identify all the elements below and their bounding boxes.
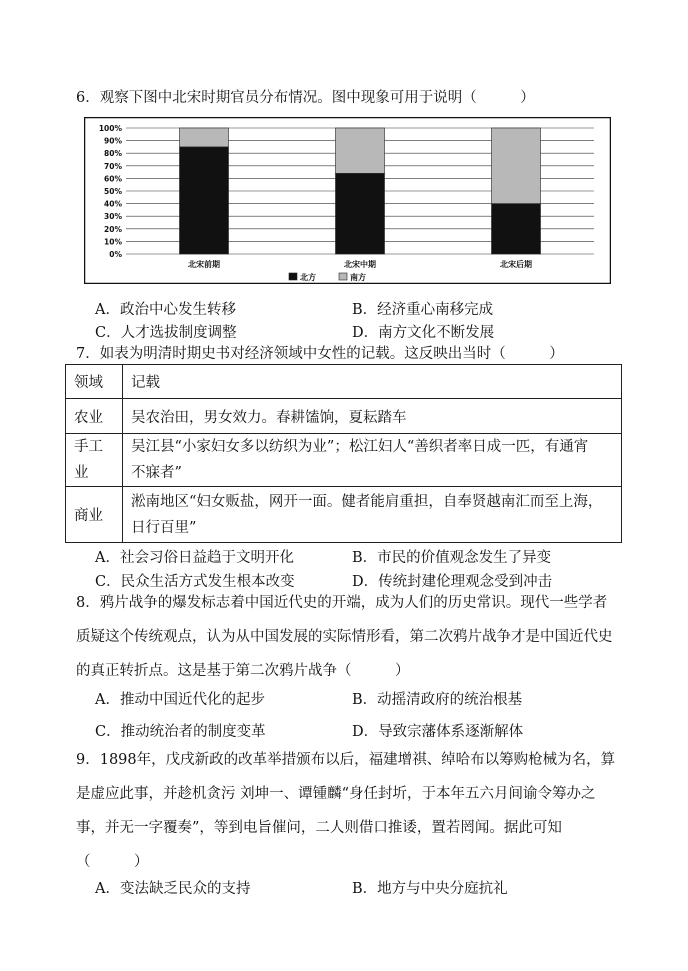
y-tick-label: 70% (104, 161, 122, 171)
q8-option-a[interactable]: A．推动中国近代化的起步 (95, 692, 265, 708)
bar-north (180, 147, 229, 254)
y-tick-label: 60% (104, 174, 122, 184)
q7-option-d[interactable]: D．传统封建伦理观念受到冲击 (352, 574, 553, 590)
table-header-row (66, 365, 622, 399)
bar-north (492, 204, 541, 254)
y-tick-label: 10% (104, 237, 122, 247)
q7-option-c[interactable]: C．民众生活方式发生根本改变 (95, 574, 295, 590)
row-record-handicraft: 吴江县“小家妇女多以纺织为业”；松江妇人“善织者率日成一匹，有通宵 不寐者” (123, 434, 622, 487)
y-tick-label: 30% (104, 212, 122, 222)
q9-option-b[interactable]: B．地方与中央分庭抗礼 (352, 881, 508, 897)
y-tick-label: 0% (109, 250, 122, 259)
y-tick-label: 80% (104, 149, 122, 159)
x-tick-label: 北宋前期 (188, 259, 220, 269)
bar-south (180, 128, 229, 147)
y-tick-label: 90% (104, 136, 122, 146)
q6-stem: 6．观察下图中北宋时期官员分布情况。图中现象可用于说明（ ） (76, 90, 535, 106)
q8-option-d[interactable]: D．导致宗藩体系逐渐解体 (352, 724, 524, 740)
q8-option-c[interactable]: C．推动统治者的制度变革 (95, 724, 266, 740)
y-tick-label: 40% (104, 199, 122, 209)
legend-swatch (339, 273, 347, 280)
table-row (66, 434, 622, 487)
q8-stem: 8．鸦片战争的爆发标志着中国近代史的开端，成为人们的历史常识。现代一些学者 质疑这个传统观点，认为从中国发展的实际情形看，第二次鸦片战争才是中国近代史 的真正转折点。这是基于第二次鸦片战争（ ） (76, 595, 613, 679)
q9-option-a[interactable]: A．变法缺乏民众的支持 (95, 881, 251, 897)
bar-south (336, 128, 385, 173)
y-tick-label: 100% (98, 124, 122, 133)
x-tick-label: 北宋中期 (344, 259, 376, 269)
q7-stem: 7．如表为明清时期史书对经济领域中女性的记载。这反映出当时（ ） (76, 346, 564, 362)
header-field: 领域 (66, 365, 123, 399)
table-row (66, 487, 622, 543)
bar-south (492, 128, 541, 204)
row-field-handicraft: 手工 业 (66, 434, 123, 487)
header-record: 记载 (123, 365, 622, 399)
y-tick-label: 50% (104, 187, 122, 196)
officials-distribution-chart (84, 117, 611, 284)
row-record-agriculture: 吴农治田，男女效力。春耕馌饷，夏耘踏车 (123, 399, 622, 434)
table-row (66, 399, 622, 434)
row-field-agriculture: 农业 (66, 399, 123, 434)
q7-record-table (65, 364, 622, 543)
x-tick-label: 北宋后期 (500, 259, 532, 269)
q6-option-b[interactable]: B．经济重心南移完成 (352, 302, 494, 318)
q6-option-d[interactable]: D．南方文化不断发展 (352, 325, 495, 341)
q6-option-c[interactable]: C．人才选拔制度调整 (95, 325, 237, 341)
y-tick-label: 20% (104, 224, 122, 234)
bar-north (336, 173, 385, 254)
legend-swatch (289, 273, 297, 280)
row-record-commerce: 淞南地区“妇女贩盐，网开一面。健者能肩重担，自奉贤越南汇而至上海， 日行百里” (123, 487, 622, 543)
q7-option-a[interactable]: A．社会习俗日益趋于文明开化 (95, 550, 294, 566)
legend-label: 北方 (300, 272, 316, 282)
q9-stem: 9．1898年，戊戌新政的改革举措颁布以后，福建增祺、绰哈布以筹购枪械为名，算 是虚应此事，并趁机贪污 刘坤一、谭锺麟“身任封圻，于本年五六月间谕令筹办之 事，并无一字覆奏”，等到电旨催问，二人则借口推诿，置若罔闻。据此可知 （ ） (76, 752, 616, 870)
q7-option-b[interactable]: B．市民的价值观念发生了异变 (352, 550, 552, 566)
row-field-commerce: 商业 (66, 487, 123, 543)
q6-option-a[interactable]: A．政治中心发生转移 (95, 302, 236, 318)
q8-option-b[interactable]: B．动摇清政府的统治根基 (352, 692, 523, 708)
legend-label: 南方 (350, 272, 366, 282)
